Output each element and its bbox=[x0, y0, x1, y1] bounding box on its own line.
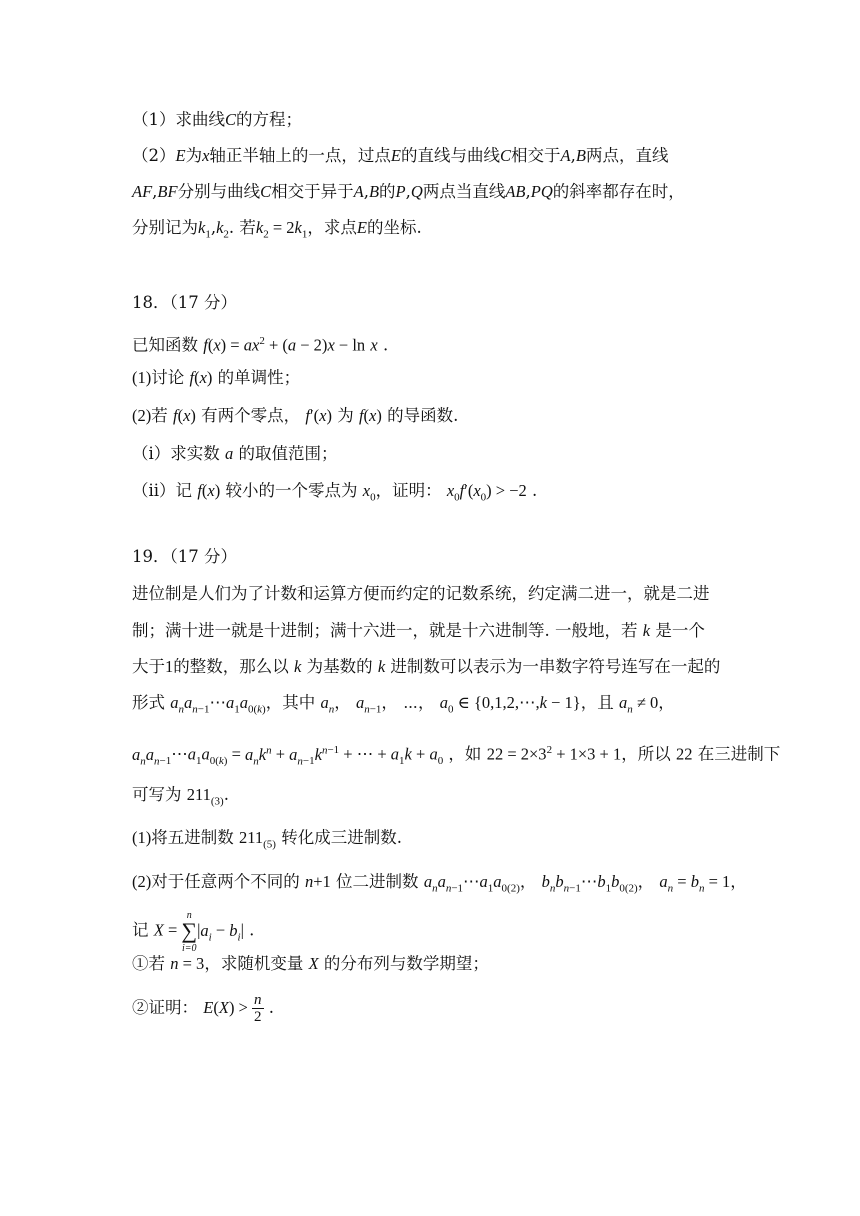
q19-case1: ①若 n = 3，求随机变量 X 的分布列与数学期望； bbox=[132, 954, 489, 973]
fraction-n-over-2: $\frac{n}{2}$ bbox=[254, 992, 262, 1025]
summation-symbol: n ∑ i=0 bbox=[181, 910, 198, 954]
q19-text-line3: 大于1的整数，那么以 k 为基数的 k 进制数可以表示为一串数字符号连写在一起的 bbox=[132, 657, 721, 676]
q18-header: 18．（17 分） bbox=[132, 293, 237, 312]
q17-part2-line2: AF,BF分别与曲线C相交于异于A,B的P,Q两点当直线AB,PQ的斜率都存在时， bbox=[132, 182, 685, 201]
q18-part2-ii: （ii）记 f(x) 较小的一个零点为 $x_0$，证明： $x_0f'(x_0) > -2$ . bbox=[132, 481, 538, 504]
q19-text-line2: 制；满十进一就是十进制；满十六进一，就是十六进制等. 一般地，若 k 是一个 bbox=[132, 621, 705, 640]
q19-header: 19．（17 分） bbox=[132, 547, 237, 566]
q17-part1: （1）求曲线C的方程； bbox=[132, 110, 303, 129]
q19-text-line5: $a_na_{n-1}\cdots a_1a_{0(k)} = a_nk^n + a_{n-1}k^{n-1}$ + ⋯ + $a_1k + a_0$ ，如 $22 = 2\times 3^2 + 1\times 3 + 1$，所以 22 在三进制下 bbox=[132, 744, 781, 767]
q19-part1: (1)将五进制数 $211_{(5)}$ 转化成三进制数. bbox=[132, 828, 402, 851]
q18-part2-i: （i）求实数 a 的取值范围； bbox=[132, 444, 338, 463]
q19-text-line6: 可写为 $211_{(3)}$. bbox=[132, 785, 229, 808]
q19-part2: (2)对于任意两个不同的 n+1 位二进制数 $a_na_{n-1}\cdots a_1a_{0(2)}$， $b_nb_{n-1}\cdots b_1b_{0(2)}$， $a_n = b_n = 1$， bbox=[132, 872, 747, 895]
q19-text-line4: 形式 $a_na_{n-1}\cdots a_1a_{0(k)}$，其中 $a_n$， $a_{n-1}$， ⋯， $a_0$ ∈ {0,1,2,⋯,k − 1}，且 $a_n \ne 0$， bbox=[132, 693, 675, 716]
q17-part2-line3: 分别记为$k_1,k_2$. 若$k_2 = 2k_1$，求点E的坐标. bbox=[132, 218, 422, 241]
q19-part2-X: 记 X = n ∑ $i=0|a_i - b_i|$ . bbox=[132, 910, 255, 954]
q18-part1: (1)讨论 f(x) 的单调性； bbox=[132, 368, 301, 387]
q19-case2: ②证明： E(X) > $\frac{n}{2}$ . bbox=[132, 992, 274, 1025]
q19-text-line1: 进位制是人们为了计数和运算方便而约定的记数系统，约定满二进一，就是二进 bbox=[132, 584, 710, 603]
q17-part2-line1: （2）E为x轴正半轴上的一点，过点E的直线与曲线C相交于A,B两点，直线 bbox=[132, 146, 669, 165]
q18-part2: (2)若 f(x) 有两个零点， f′(x) 为 f(x) 的导函数. bbox=[132, 406, 459, 425]
q18-stem: 已知函数 $f(x) = ax^2 + (a - 2)x - \ln x$ . bbox=[132, 335, 389, 355]
